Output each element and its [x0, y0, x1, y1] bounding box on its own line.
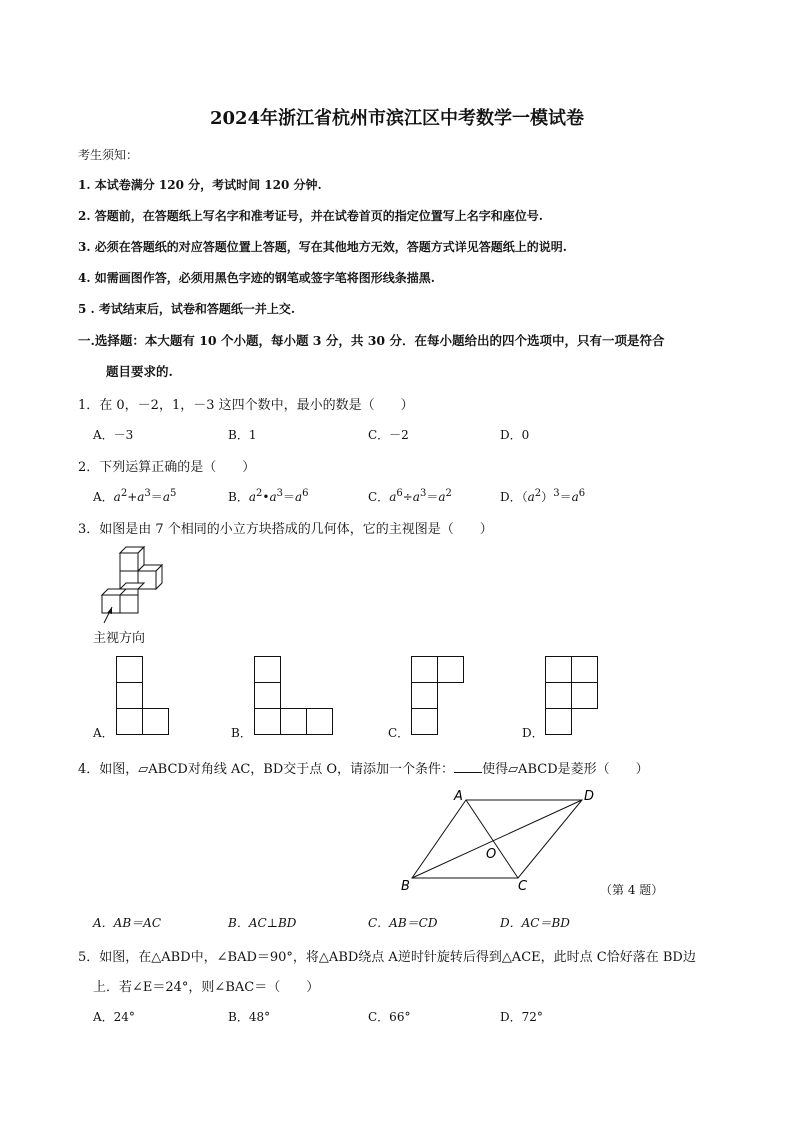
notice-item: 5 . 考试结束后，试卷和答题纸一并上交. — [78, 302, 296, 316]
figure-caption: （第 4 题） — [600, 883, 664, 897]
q3-option-d-figure — [545, 656, 601, 736]
q4-stem: 4．如图，▱ABCD对角线 AC，BD交于点 O，请添加一个条件： 使得▱ABCD是菱形（ ） — [78, 762, 649, 777]
view-direction-label: 主视方向 — [93, 631, 146, 646]
q5-stem-line2: 上．若∠E＝24°，则∠BAC＝（ ） — [93, 980, 320, 995]
q4-option-c: C．AB＝CD — [368, 916, 438, 930]
q4-option-a: A．AB＝AC — [93, 916, 161, 930]
q3-option-c-figure — [411, 656, 467, 736]
q5-option-c: C．66° — [368, 1010, 411, 1024]
notice-item: 1. 本试卷满分 120 分，考试时间 120 分钟. — [78, 178, 322, 192]
q1-stem: 1．在 0，－2，1，－3 这四个数中，最小的数是（ ） — [78, 398, 414, 413]
point-a-label: A — [454, 789, 463, 804]
q5-option-d: D．72° — [500, 1010, 543, 1024]
point-c-label: C — [518, 879, 528, 894]
q3-option-b: B． — [231, 726, 252, 740]
q2-option-c: C．$a^6\div a^3=a^2$ — [368, 488, 452, 504]
point-b-label: B — [401, 879, 410, 894]
q3-stem: 3．如图是由 7 个相同的小立方块搭成的几何体，它的主视图是（ ） — [78, 522, 493, 537]
q2-stem: 2．下列运算正确的是（ ） — [78, 460, 256, 475]
q4-option-b: B．AC⊥BD — [228, 916, 297, 930]
q2-option-b: B．$a^2•a^3=a^6$ — [228, 488, 309, 504]
q1-option-a: A．－3 — [93, 428, 134, 442]
q2-option-a: A．$a^2+a^3=a^5$ — [93, 488, 177, 504]
q5-option-b: B．48° — [228, 1010, 271, 1024]
q5-option-a: A．24° — [93, 1010, 135, 1024]
q3-option-c: C． — [388, 726, 410, 740]
q5-stem-line1: 5．如图，在△ABD中，∠BAD＝90°，将△ABD绕点 A逆时针旋转后得到△ACE，此时点 C恰好落在 BD边 — [78, 950, 696, 965]
q1-option-d: D．0 — [500, 428, 530, 442]
q3-option-b-figure — [254, 656, 336, 736]
point-o-label: O — [486, 847, 497, 862]
cube-solid-figure — [92, 545, 172, 625]
section-heading: 一.选择题：本大题有 10 个小题，每小题 3 分，共 30 分．在每小题给出的四个选项中，只有一项是符合 — [78, 333, 665, 348]
notice-item: 3. 必须在答题纸的对应答题位置上答题，写在其他地方无效，答题方式详见答题纸上的说明. — [78, 240, 567, 254]
notice-item: 4. 如需画图作答，必须用黑色字迹的钢笔或签字笔将图形线条描黑. — [78, 271, 435, 285]
answer-blank — [454, 762, 482, 773]
notice-item: 2. 答题前，在答题纸上写名字和准考证号，并在试卷首页的指定位置写上名字和座位号. — [78, 209, 543, 223]
section-heading-cont: 题目要求的. — [106, 364, 173, 379]
q1-option-b: B．1 — [228, 428, 257, 442]
notice-heading: 考生须知： — [78, 148, 139, 162]
q3-option-a-figure — [116, 656, 170, 736]
point-d-label: D — [584, 789, 595, 804]
q2-option-d: D．$(a^2)^3=a^6$ — [500, 488, 586, 504]
q3-option-a: A． — [93, 726, 114, 740]
q1-option-c: C．－2 — [368, 428, 409, 442]
parallelogram-figure — [400, 788, 600, 898]
q4-option-d: D．AC＝BD — [500, 916, 570, 930]
exam-title: 2024年浙江省杭州市滨江区中考数学一模试卷 — [209, 108, 585, 129]
q3-option-d: D． — [522, 726, 544, 740]
